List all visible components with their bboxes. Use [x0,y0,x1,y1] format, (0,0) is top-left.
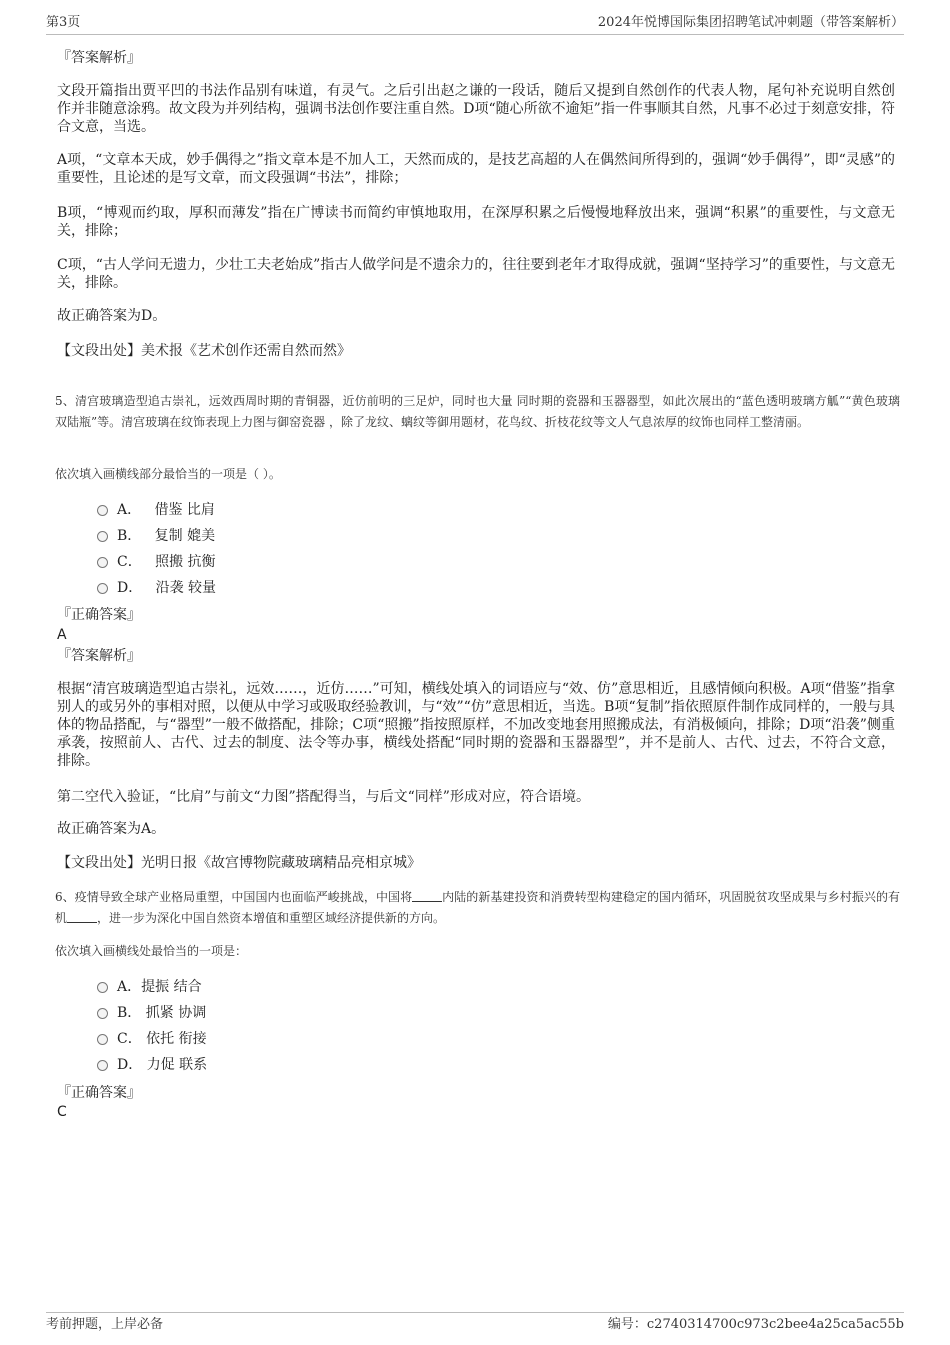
analysis-label: 『答案解析』 [57,648,141,664]
footer-slogan: 考前押题，上岸必备 [46,1317,164,1332]
correct-answer-label: 『正确答案』 [57,607,141,623]
option-d[interactable] [97,1056,207,1074]
analysis-paragraph: B项，“博观而约取，厚积而薄发”指在广博读书而简约审慎地取用，在深厚积累之后慢慢地释放出来，强调“积累”的重要性，与文意无关，排除； [57,205,895,239]
option-key: D． [117,580,143,596]
question-6-text [55,887,900,929]
option-text: 借鉴 比肩 [154,502,215,518]
analysis-paragraph: 文段开篇指出贾平凹的书法作品别有味道，有灵气。之后引出赵之谦的一段话，随后又提到自然创作的代表人物，尾句补充说明自然创作并非随意涂鸦。故文段为并列结构，强调书法创作要注重自然。D项“随心所欲不逾矩”指一件事顺其自然，凡事不必过于刻意安排，符合文意，当选。 [57,83,895,135]
document-title: 2024年悦博国际集团招聘笔试冲刺题（带答案解析） [597,15,904,30]
correct-answer: C [57,1104,67,1120]
question-5-prompt: 依次填入画横线部分最恰当的一项是（ ）。 [55,467,281,481]
option-key: C． [117,554,142,570]
option-text: 复制 媲美 [154,528,216,544]
page-header [46,14,904,35]
option-a[interactable] [97,501,215,519]
option-text: 照搬 抗衡 [155,554,216,570]
correct-answer-label: 『正确答案』 [57,1085,141,1101]
option-text: 提振 结合 [141,979,202,995]
option-a[interactable] [97,978,202,996]
source-citation: 【文段出处】美术报《艺术创作还需自然而然》 [57,343,351,359]
document-code: 编号：c2740314700c973c2bee4a25ca5ac55b [607,1317,904,1332]
option-key: B． [117,1005,142,1021]
radio-icon[interactable] [97,1008,108,1019]
option-key: D． [117,1057,143,1073]
answer-conclusion: 故正确答案为A。 [57,821,166,837]
option-d[interactable] [97,579,216,597]
page-number: 第3页 [46,15,81,30]
option-key: B． [117,528,142,544]
analysis-paragraph: A项，“文章本天成，妙手偶得之”指文章本是不加人工，天然而成的，是技艺高超的人在偶然间所得到的，强调“妙手偶得”，即“灵感”的重要性，且论述的是写文章，而文段强调“书法”，排除； [57,152,895,186]
option-key: C． [117,1031,142,1047]
analysis-paragraph: C项，“古人学问无遗力，少壮工夫老始成”指古人做学问是不遗余力的，往往要到老年才取得成就，强调“坚持学习”的重要性，与文意无关，排除。 [57,257,895,291]
answer-conclusion: 故正确答案为D。 [57,308,167,324]
page-footer [46,1312,904,1333]
radio-icon[interactable] [97,583,108,594]
question-text-part: 内陆的新基建投资和消费转型构建稳定的国内循环，巩固脱贫攻坚成果与乡村振兴的有机 [55,890,900,925]
option-text: 依托 衔接 [146,1031,207,1047]
analysis-paragraph: 第二空代入验证，“比肩”与前文“力图”搭配得当，与后文“同样”形成对应，符合语境。 [57,789,590,805]
option-b[interactable] [97,527,215,545]
option-key: A． [117,979,142,995]
radio-icon[interactable] [97,557,108,568]
option-c[interactable] [97,1030,207,1048]
option-text: 沿袭 较量 [155,580,217,596]
analysis-paragraph: 根据“清宫玻璃造型追古崇礼，远效……，近仿……”可知，横线处填入的词语应与“效、仿”意思相近，且感情倾向积极。A项“借鉴”指拿别人的或另外的事相对照，以便从中学习或吸取经验教训，与“效”“仿”意思相近，当选。B项“复制”指依照原件制作成同样的，一般与具体的物品搭配，与“器型”一般不做搭配，排除；C项“照搬”指按照原样，不加改变地套用照搬成法，有消极倾向，排除；D项“沿袭”侧重承袭，按照前人、古代、过去的制度、法令等办事，横线处搭配“同时期的瓷器和玉器器型”，并不是前人、古代、过去，不符合文意，排除。 [57,681,895,769]
question-text-part: 6、疫情导致全球产业格局重塑，中国国内也面临严峻挑战，中国将 [55,890,413,904]
radio-icon[interactable] [97,1034,108,1045]
option-b[interactable] [97,1004,206,1022]
option-text: 力促 联系 [146,1057,208,1073]
question-5-text: 5、清宫玻璃造型追古崇礼，远效西周时期的青铜器，近仿前明的三足炉，同时也大量 同时期的瓷器和玉器器型，如此次展出的“蓝色透明玻璃方觚”“黄色玻璃双陆瓶”等。清宫玻璃在纹饰表现上力图与御窑瓷器 ，除了龙纹、螭纹等御用题材，花鸟纹、折枝花纹等文人气息浓厚的纹饰也同样工整清丽。 [55,394,900,429]
option-c[interactable] [97,553,216,571]
correct-answer: A [57,627,67,643]
radio-icon[interactable] [97,531,108,542]
question-6-prompt: 依次填入画横线处最恰当的一项是： [55,944,248,958]
option-text: 抓紧 协调 [145,1005,207,1021]
fill-blank [412,889,442,902]
fill-blank [67,910,97,923]
question-text-part: ，进一步为深化中国自然资本增值和重塑区域经济提供新的方向。 [97,911,446,925]
radio-icon[interactable] [97,1060,108,1071]
option-key: A． [117,502,142,518]
analysis-label: 『答案解析』 [57,50,141,66]
source-citation: 【文段出处】光明日报《故宫博物院藏玻璃精品亮相京城》 [57,855,421,871]
radio-icon[interactable] [97,505,108,516]
radio-icon[interactable] [97,982,108,993]
